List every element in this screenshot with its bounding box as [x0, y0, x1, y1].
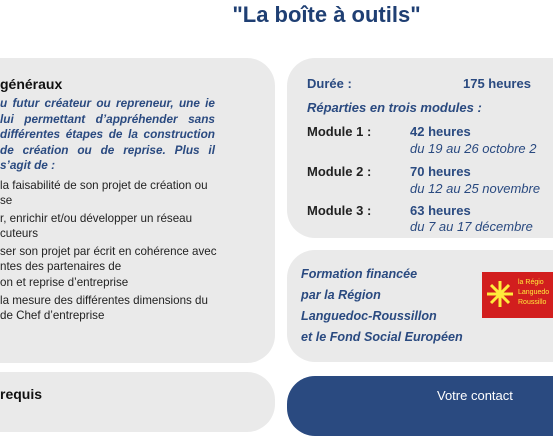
- module-3-label: Module 3 :: [307, 203, 372, 218]
- list-item: ser son projet par écrit en cohérence avec ntes des partenaires de on et reprise d’entreprise: [0, 245, 217, 289]
- module-3-dates: du 7 au 17 décembre: [410, 219, 533, 234]
- duration-total: 175 heures: [463, 76, 531, 91]
- module-1-hours: 42 heures: [410, 124, 471, 139]
- funding-panel: [287, 250, 553, 362]
- occitan-cross-icon: [484, 278, 516, 310]
- prerequisites-heading: requis: [0, 386, 43, 402]
- page-title: "La boîte à outils": [232, 2, 421, 27]
- objectives-panel: [0, 58, 275, 363]
- objectives-list: [0, 178, 246, 326]
- prerequisites-panel: [0, 372, 275, 432]
- contact-panel: [287, 376, 553, 436]
- list-item: r, enrichir et/ou développer un réseau cuteurs: [0, 212, 193, 241]
- region-logo: [482, 272, 553, 318]
- module-2-hours: 70 heures: [410, 164, 471, 179]
- module-1-label: Module 1 :: [307, 124, 372, 139]
- module-2-dates: du 12 au 25 novembre: [410, 181, 541, 196]
- duration-panel: [287, 58, 553, 238]
- module-3-hours: 63 heures: [410, 203, 471, 218]
- logo-text: la Régio Languedo Roussillo: [518, 279, 550, 306]
- objectives-heading: généraux: [0, 76, 63, 92]
- objectives-intro: u futur créateur ou repreneur, une ie lui permettant d’appréhender sans différentes étapes de la construction de création ou de reprise. Plus il s’agit de :: [0, 96, 215, 172]
- duration-label: Durée :: [307, 76, 352, 91]
- modules-intro: Réparties en trois modules :: [307, 100, 482, 115]
- module-1-dates: du 19 au 26 octobre 2: [410, 141, 537, 156]
- list-item: la mesure des différentes dimensions du de Chef d’entreprise: [0, 293, 208, 322]
- funding-text: Formation financée par la Région Languedoc-Roussillon et le Fond Social Européen: [301, 267, 463, 344]
- list-item: la faisabilité de son projet de création ou se: [0, 179, 208, 208]
- module-2-label: Module 2 :: [307, 164, 372, 179]
- contact-heading: Votre contact: [437, 388, 513, 403]
